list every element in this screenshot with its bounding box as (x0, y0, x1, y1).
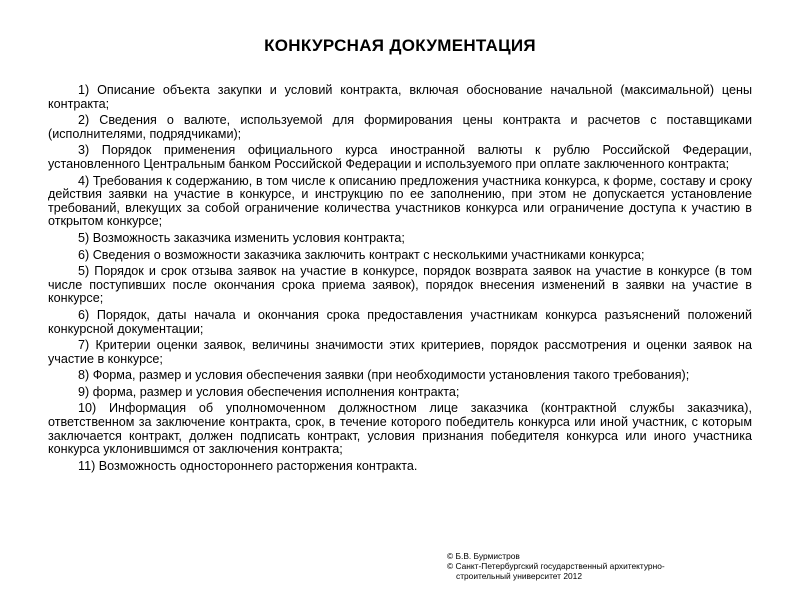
list-item: 3) Порядок применения официального курса иностранной валюты к рублю Российской Федерации, установленного Центральным банком Российской Федерации и используемого при оплате заключенного контракта; (48, 143, 752, 171)
list-item: 10) Информация об уполномоченном должностном лице заказчика (контрактной службы заказчика), ответственном за заключение контракта, срок, в течение которого победитель конкурса или иной участник, с которым заключается контракт, должен подписать контракт, условия признания победителя конкурса или иного участника конкурса уклонившимся от заключения контракта; (48, 401, 752, 457)
footer-author: © Б.В. Бурмистров (447, 551, 520, 561)
list-item: 1) Описание объекта закупки и условий контракта, включая обоснование начальной (максимальной) цены контракта; (48, 83, 752, 111)
list-item: 5) Возможность заказчика изменить условия контракта; (78, 230, 405, 245)
copyright-footer (447, 551, 747, 581)
list-item: 9) форма, размер и условия обеспечения исполнения контракта; (78, 384, 460, 399)
document-body (48, 84, 752, 476)
list-item: 7) Критерии оценки заявок, величины значимости этих критериев, порядок рассмотрения и оценки заявок на участие в конкурсе; (48, 338, 752, 366)
footer-org-line2: строительный университет 2012 (456, 571, 582, 581)
list-item: 6) Порядок, даты начала и окончания срока предоставления участникам конкурса разъяснений положений конкурсной документации; (48, 307, 752, 336)
footer-org-line1: © Санкт-Петербургский государственный архитектурно- (447, 561, 665, 571)
list-item: 6) Сведения о возможности заказчика заключить контракт с несколькими участниками конкурса; (78, 247, 645, 262)
list-item: 8) Форма, размер и условия обеспечения заявки (при необходимости установления такого требования); (78, 368, 690, 383)
list-item: 11) Возможность одностороннего расторжения контракта. (78, 458, 418, 473)
list-item: 5) Порядок и срок отзыва заявок на участие в конкурсе, порядок возврата заявок на участие в конкурсе (в том числе поступивших после окончания срока приема заявок), порядок внесения изменений в заявки на участие в конкурсе; (48, 264, 752, 306)
page-title: КОНКУРСНАЯ ДОКУМЕНТАЦИЯ (264, 36, 536, 55)
list-item: 2) Сведения о валюте, используемой для формирования цены контракта и расчетов с поставщиками (исполнителями, подрядчиками); (48, 113, 752, 141)
list-item: 4) Требования к содержанию, в том числе к описанию предложения участника конкурса, к форме, составу и сроку действия заявки на участие в конкурсе, и инструкцию по ее заполнению, при этом не допускается установление требований, влекущих за собой ограничение количества участников конкурса или ограничение доступа к участию в открытом конкурсе; (48, 173, 752, 229)
